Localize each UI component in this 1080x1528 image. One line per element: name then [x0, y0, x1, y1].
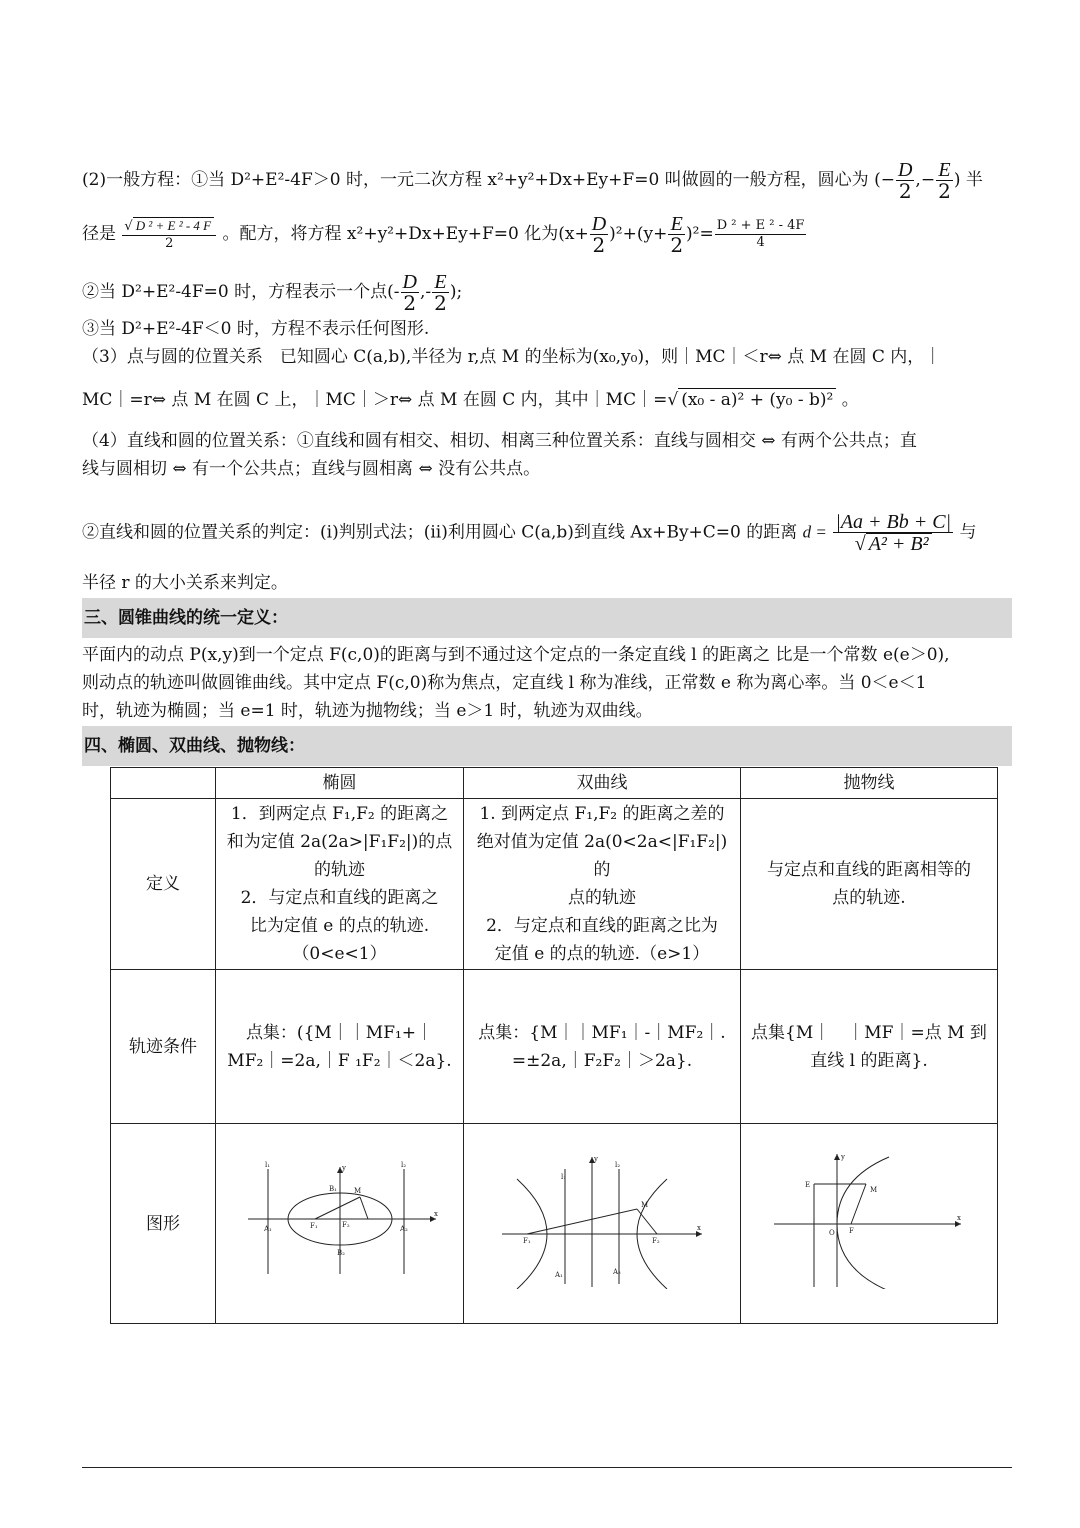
pos-rel-line1: （3）点与圆的位置关系 已知圆心 C(a,b),半径为 r,点 M 的坐标为(x₀,y₀)，则｜MC｜＜r⇔ 点 M 在圆 C 内，｜ [82, 347, 942, 367]
center-x-frac: $\frac{D}{2}$ [897, 159, 913, 203]
ellipse-figure [216, 1124, 464, 1324]
row-label-definition: 定义 [111, 799, 216, 970]
parabola-condition: 点集{M｜ ｜MF｜=点 M 到 直线 l 的距离}. [741, 970, 998, 1124]
svg-text:y: y [841, 1153, 845, 1161]
svg-text:l₂: l₂ [615, 1161, 621, 1169]
sec3-para-line2: 则动点的轨迹叫做圆锥曲线。其中定点 F(c,0)称为焦点，定直线 l 称为准线，正常数 e 称为离心率。当 0＜e＜1 [82, 673, 927, 693]
svg-text:M: M [870, 1186, 878, 1194]
hyperbola-diagram [497, 1149, 707, 1289]
pos-rel-line2: MC｜=r⇔ 点 M 在圆 C 上，｜MC｜＞r⇔ 点 M 在圆 C 内，其中｜MC｜=√ (x₀ - a)² + (y₀ - b)² 。 [82, 390, 859, 410]
mc-distance-sqrt: (x₀ - a)² + (y₀ - b)² [678, 388, 836, 411]
svg-text:x: x [433, 1210, 438, 1218]
line-rel-line1: （4）直线和圆的位置关系：①直线和圆有相交、相切、相离三种位置关系：直线与圆相交 ⇔ 有两个公共点；直 [82, 431, 917, 451]
section-4-title: 四、椭圆、双曲线、抛物线： [82, 726, 1012, 766]
svg-text:F₂: F₂ [652, 1237, 660, 1245]
section-3-title: 三、圆锥曲线的统一定义： [82, 598, 1012, 638]
hyperbola-condition: 点集：{M｜｜MF₁｜-｜MF₂｜. =±2a,｜F₂F₂｜＞2a}. [464, 970, 741, 1124]
table-row-figure [111, 1124, 998, 1324]
hyperbola-definition: 1. 到两定点 F₁,F₂ 的距离之差的 绝对值为定值 2a(0<2a<|F₁F₂|)的 点的轨迹 2．与定点和直线的距离之比为 定值 e 的点的轨迹.（e>1） [464, 799, 741, 970]
ellipse-diagram [240, 1159, 440, 1279]
line-rel-line2: 线与圆相切 ⇔ 有一个公共点；直线与圆相离 ⇔ 没有公共点。 [82, 459, 541, 479]
header-hyperbola: 双曲线 [464, 768, 741, 799]
svg-text:O: O [829, 1229, 835, 1237]
svg-text:B₂: B₂ [336, 1249, 345, 1257]
conic-comparison-table [110, 767, 998, 1324]
sec3-para-line3: 时，轨迹为椭圆；当 e=1 时，轨迹为抛物线；当 e＞1 时，轨迹为双曲线。 [82, 701, 653, 721]
general-eq-text: (2)一般方程：①当 D²+E²-4F＞0 时，一元二次方程 x²+y²+Dx+Ey+F=0 叫做圆的一般方程，圆心为 [82, 170, 869, 190]
svg-text:A₁: A₁ [263, 1225, 272, 1233]
svg-text:l₁: l₁ [264, 1161, 270, 1169]
svg-text:A₁: A₁ [555, 1271, 563, 1279]
svg-text:F₂: F₂ [341, 1221, 350, 1229]
parabola-diagram [769, 1149, 969, 1289]
svg-text:y: y [594, 1155, 598, 1163]
neg-case-line: ③当 D²+E²-4F＜0 时，方程不表示任何图形. [82, 319, 430, 339]
ellipse-condition: 点集：({M｜｜MF₁+｜ MF₂｜=2a,｜F ₁F₂｜＜2a}. [216, 970, 464, 1124]
svg-text:M: M [353, 1187, 361, 1195]
table-row-definition [111, 799, 998, 970]
svg-text:x: x [957, 1214, 961, 1222]
header-parabola: 抛物线 [741, 768, 998, 799]
svg-text:F: F [849, 1227, 854, 1235]
general-eq-line1: (2)一般方程：①当 D²+E²-4F＞0 时，一元二次方程 x²+y²+Dx+Ey+F=0 叫做圆的一般方程，圆心为 (− $\frac{D}{2}$ ,− $\frac{E}{2}$ ) 半 [82, 159, 983, 203]
row-label-condition: 轨迹条件 [111, 970, 216, 1124]
parabola-definition: 与定点和直线的距离相等的 点的轨迹. [741, 799, 998, 970]
radius-rhs-frac: $\frac{\text{D ² + E ² - 4F}}{4}$ [716, 218, 805, 250]
distance-frac: $\frac{|Aa + Bb + C|}{\text{√ A² + B²}}$ [835, 511, 952, 555]
parabola-figure [741, 1124, 998, 1324]
hyperbola-figure [464, 1124, 741, 1324]
svg-text:l₁: l₁ [561, 1173, 567, 1181]
header-cell-empty [111, 768, 216, 799]
header-ellipse: 椭圆 [216, 768, 464, 799]
judge-line: ②直线和圆的位置关系的判定：(i)判别式法；(ii)利用圆心 C(a,b)到直线 Ax+By+C=0 的距离 d = $\frac{|Aa + Bb + C|}{\text{√ A² + B²}}$ 与 [82, 511, 977, 555]
center-y-frac: $\frac{E}{2}$ [938, 159, 951, 203]
radius-line: 径是 $\frac{\text{√ D ² + E ² - 4 F}}{2}$ 。配方，将方程 x²+y²+Dx+Ey+F=0 化为(x+ $\frac{D}{2}$ )²+(y+ $\frac{E}{2}$ )²= $\frac{\text{D ² + E ² - 4F}}{4}$ [82, 213, 805, 257]
svg-text:F₁: F₁ [309, 1222, 318, 1230]
svg-text:A₂: A₂ [613, 1268, 621, 1276]
row-label-figure: 图形 [111, 1124, 216, 1324]
svg-text:y: y [341, 1164, 346, 1172]
svg-text:E: E [805, 1181, 811, 1189]
svg-text:x: x [697, 1224, 701, 1232]
svg-text:M: M [641, 1201, 649, 1209]
footer-rule [82, 1467, 1012, 1468]
table-header-row [111, 768, 998, 799]
radius-frac: $\frac{\text{√ D ² + E ² - 4 F}}{2}$ [122, 217, 216, 252]
table-row-condition [111, 970, 998, 1124]
svg-text:A₂: A₂ [399, 1225, 408, 1233]
point-case-line: ②当 D²+E²-4F=0 时，方程表示一个点(- $\frac{D}{2}$ ,- $\frac{E}{2}$ ); [82, 271, 463, 315]
ellipse-definition: 1．到两定点 F₁,F₂ 的距离之 和为定值 2a(2a>|F₁F₂|)的点 的轨迹 2．与定点和直线的距离之 比为定值 e 的点的轨迹. （0<e<1） [216, 799, 464, 970]
sec3-para-line1: 平面内的动点 P(x,y)到一个定点 F(c,0)的距离与到不通过这个定点的一条定直线 l 的距离之 比是一个常数 e(e＞0), [82, 645, 950, 665]
svg-text:F₁: F₁ [523, 1237, 531, 1245]
svg-text:B₁: B₁ [328, 1185, 337, 1193]
svg-text:l₂: l₂ [400, 1161, 406, 1169]
judge-line2: 半径 r 的大小关系来判定。 [82, 573, 288, 593]
center-suffix: 半 [965, 170, 983, 190]
